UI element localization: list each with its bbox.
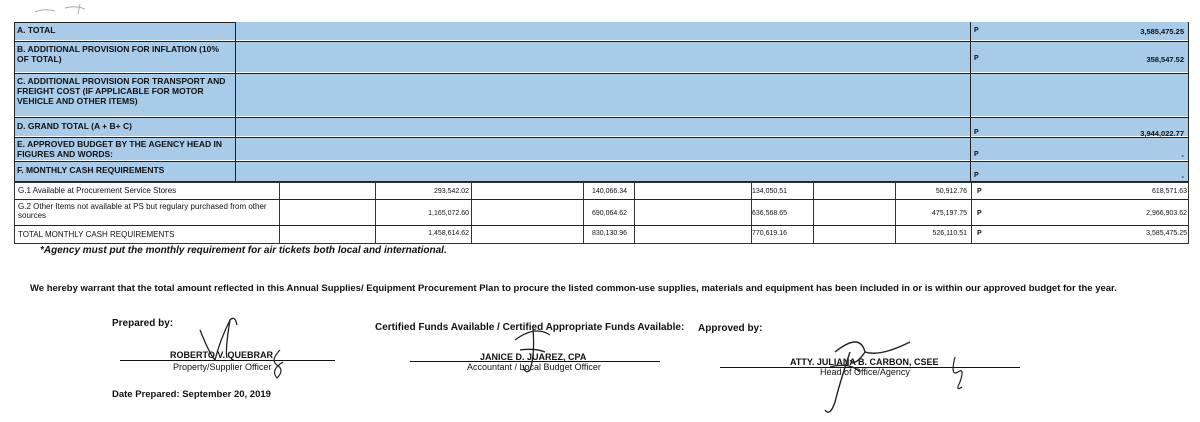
total-grand: 3,585,475.25	[1146, 230, 1187, 237]
g2-currency: P	[977, 210, 982, 217]
g2-q2: 690,064.62	[591, 210, 627, 217]
row-f-currency: P	[974, 172, 979, 179]
row-f-amount: -	[1181, 172, 1184, 181]
approved-heading: Approved by:	[698, 323, 763, 334]
prepared-title: Property/Supplier Officer	[173, 362, 272, 372]
monthly-table	[14, 182, 1189, 244]
row-b-label: B. ADDITIONAL PROVISION FOR INFLATION (10% OF TOTAL)	[17, 44, 219, 64]
row-e-currency: P	[974, 151, 979, 158]
row-c-label: C. ADDITIONAL PROVISION FOR TRANSPORT AND FREIGHT COST (IF APPLICABLE FOR MOTOR VEHICLE AND OTHER ITEMS)	[17, 76, 226, 106]
g2-q1: 1,165,072.60	[428, 210, 469, 217]
row-a-currency: P	[974, 27, 979, 34]
prepared-name: ROBERTO V. QUEBRAR	[170, 350, 274, 360]
g1-currency: P	[977, 188, 982, 195]
total-q4: 526,110.51	[932, 230, 967, 237]
totals-table	[14, 22, 1189, 182]
row-b-amount: 358,547.52	[1146, 55, 1184, 64]
totals-amount-col-border	[970, 22, 1189, 182]
row-a-amount: 3,585,475.25	[1140, 27, 1184, 36]
total-q1: 1,458,614.62	[428, 230, 469, 237]
total-monthly-label: TOTAL MONTHLY CASH REQUIREMENTS	[18, 230, 175, 239]
totals-label-col-border	[14, 22, 236, 182]
certified-title: Accountant / Local Budget Officer	[467, 362, 601, 372]
g2-total: 2,966,903.62	[1146, 210, 1187, 217]
signature-carbon	[790, 322, 990, 422]
g1-q2: 140,066.34	[591, 188, 627, 195]
row-d-currency: P	[974, 129, 979, 136]
certified-heading: Certified Funds Available / Certified Appropriate Funds Available:	[375, 322, 685, 333]
signature-juarez	[505, 320, 565, 380]
row-a-label: A. TOTAL	[17, 25, 56, 35]
g1-q3: 134,050.51	[751, 188, 787, 195]
g2-q4: 475,197.75	[931, 210, 967, 217]
warrant-statement: We hereby warrant that the total amount reflected in this Annual Supplies/ Equipment Procurement Plan to procure the listed common-use supplies, materials and equipment has been included in or is within our approved budget for the year.	[30, 283, 1117, 294]
approved-name: ATTY. JULIANA B. CARBON, CSEE	[790, 357, 939, 367]
g1-q4: 50,912.76	[935, 188, 967, 195]
air-ticket-note: *Agency must put the monthly requirement for air tickets both local and international.	[40, 245, 447, 256]
row-e-label: E. APPROVED BUDGET BY THE AGENCY HEAD IN FIGURES AND WORDS:	[17, 139, 222, 159]
g2-label: G.2 Other Items not available at PS but regulary purchased from other sources	[18, 202, 267, 220]
row-d-label: D. GRAND TOTAL (A + B+ C)	[17, 121, 132, 131]
g1-total: 618,571.63	[1151, 188, 1187, 195]
date-prepared: Date Prepared: September 20, 2019	[112, 389, 271, 400]
total-q2: 830,130.96	[591, 230, 627, 237]
row-b-currency: P	[974, 55, 979, 62]
corner-scribble	[30, 2, 110, 16]
row-e-amount: -	[1181, 151, 1184, 160]
g2-q3: 636,568.65	[751, 210, 787, 217]
g1-q1: 293,542.02	[433, 188, 469, 195]
total-currency: P	[977, 230, 982, 237]
row-f-label: F. MONTHLY CASH REQUIREMENTS	[17, 165, 165, 175]
total-q3: 770,619.16	[751, 230, 787, 237]
signature-quebrar	[185, 310, 305, 385]
g1-label: G.1 Available at Procurement Service Stores	[18, 186, 177, 195]
certified-name: JANICE D. JUAREZ, CPA	[480, 352, 587, 362]
prepared-by-heading: Prepared by:	[112, 318, 174, 329]
approved-title: Head of Office/Agency	[820, 367, 910, 377]
row-d-amount: 3,944,022.77	[1140, 129, 1184, 138]
